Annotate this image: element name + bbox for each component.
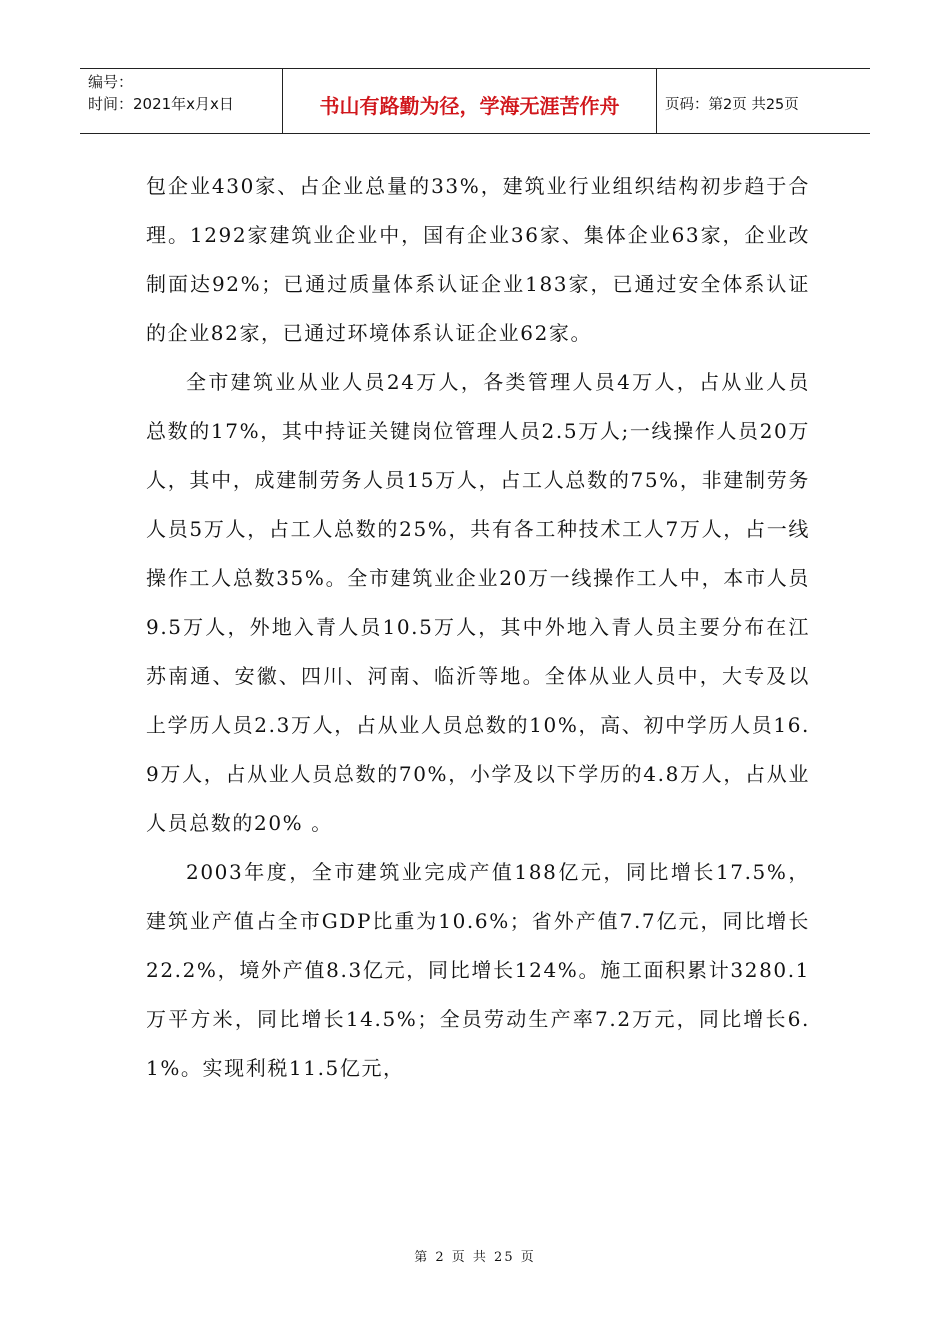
document-time-label: 时间：2021年x月x日 [88, 95, 234, 113]
header-motto [283, 69, 657, 133]
body-paragraph-3: 2003年度，全市建筑业完成产值188亿元，同比增长17.5%，建筑业产值占全市GDP比重为10.6%；省外产值7.7亿元，同比增长22.2%，境外产值8.3亿元，同比增长124%。施工面积累计3280.1万平方米，同比增长14.5%；全员劳动生产率7.2万元，同比增长6.1%。实现利税11.5亿元， [146, 860, 810, 1080]
page-header [80, 68, 870, 134]
body-paragraph-1: 包企业430家、占企业总量的33%，建筑业行业组织结构初步趋于合理。1292家建筑业企业中，国有企业36家、集体企业63家，企业改制面达92%；已通过质量体系认证企业183家，已通过安全体系认证的企业82家，已通过环境体系认证企业62家。 [146, 174, 810, 345]
header-page-info [657, 69, 870, 133]
body-paragraph-2: 全市建筑业从业人员24万人，各类管理人员4万人，占从业人员总数的17%，其中持证关键岗位管理人员2.5万人;一线操作人员20万人，其中，成建制劳务人员15万人，占工人总数的75%，非建制劳务人员5万人，占工人总数的25%，共有各工种技术工人7万人，占一线操作工人总数35%。全市建筑业企业20万一线操作工人中，本市人员9.5万人，外地入青人员10.5万人，其中外地入青人员主要分布在江苏南通、安徽、四川、河南、临沂等地。全体从业人员中，大专及以上学历人员2.3万人，占从业人员总数的10%，高、初中学历人员16.9万人，占从业人员总数的70%，小学及以下学历的4.8万人，占从业人员总数的20% 。 [146, 370, 810, 835]
footer-page-number: 第 2 页 共 25 页 [414, 1250, 536, 1265]
document-number-label: 编号： [88, 73, 134, 91]
header-meta [80, 69, 283, 133]
document-body [146, 162, 810, 1093]
page-info-text: 页码：第2页 共25页 [665, 96, 799, 113]
motto-text: 书山有路勤为径，学海无涯苦作舟 [319, 93, 620, 118]
page-footer [0, 1246, 950, 1265]
